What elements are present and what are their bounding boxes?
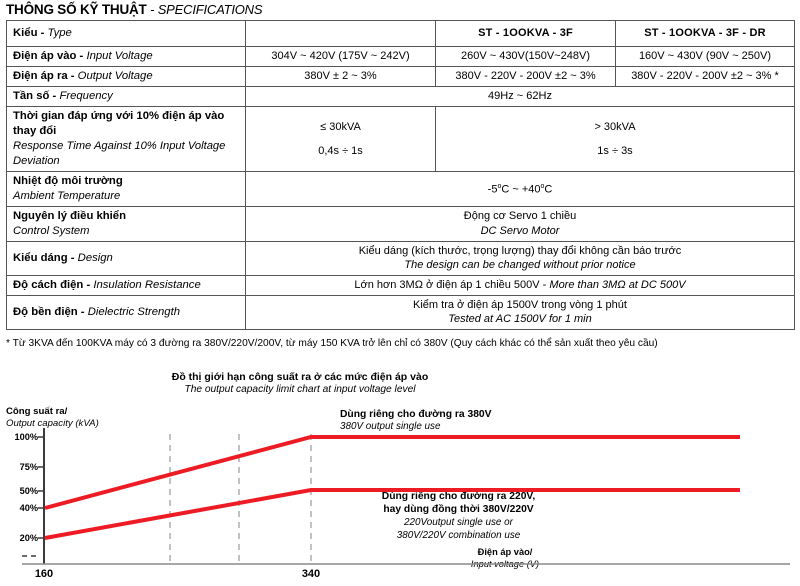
row-label-sep: - (49, 89, 60, 102)
y-tick-label-20: 20% (19, 533, 38, 543)
row-label-sep: - (67, 69, 78, 82)
cell-ambient-temperature-value: -5$^o$C ~ $+40^oC$ (246, 172, 795, 207)
annotation-380v-en: 380V output single use (340, 421, 441, 433)
row-label-sep: - (83, 278, 94, 291)
response-time-left-top: ≤ 30kVA (320, 121, 361, 134)
table-row-dielectric-strength (7, 295, 795, 329)
cell-label-input-voltage (7, 47, 246, 67)
cell-label-response-time (7, 106, 246, 172)
control-system-en: DC Servo Motor (480, 224, 560, 237)
row-label-vi: Điện áp ra (13, 69, 68, 82)
y-axis-title-en: Output capacity (kVA) (6, 418, 99, 430)
page-title-vi: THÔNG SỐ KỸ THUẬT (6, 2, 147, 17)
cell-output-voltage-a: 380V ± 2 ~ 3% (246, 66, 436, 86)
cell-output-voltage-c: 380V - 220V - 200V ±2 ~ 3% * (616, 66, 795, 86)
y-tick-label-75: 75% (19, 462, 38, 472)
row-label-vi: Thời gian đáp ứng với 10% điện áp vào thay đổi (13, 109, 225, 137)
y-tick-label-40: 40% (19, 503, 38, 513)
row-label-en: Dielectric Strength (87, 305, 180, 318)
cell-label-frequency (7, 86, 246, 106)
row-label-en: Control System (13, 225, 90, 238)
cell-response-time-right (436, 106, 795, 172)
row-label-sep: - (77, 305, 88, 318)
table-row-input-voltage (7, 47, 795, 67)
response-time-right-top: > 30kVA (594, 121, 636, 134)
cell-header-col-c: ST - 1OOKVA - 3F - DR (616, 21, 795, 47)
y-tick-label-50: 50% (19, 486, 38, 496)
page-title-en: - SPECIFICATIONS (150, 2, 263, 17)
response-time-left-bottom: 0,4s ÷ 1s (318, 144, 363, 157)
row-label-en: Ambient Temperature (13, 190, 121, 203)
cell-label-design (7, 241, 246, 275)
table-row-design (7, 241, 795, 275)
control-system-vi: Động cơ Servo 1 chiều (463, 210, 577, 223)
row-label-vi: Nguyên lý điều khiển (13, 210, 126, 223)
cell-design-value (246, 241, 795, 275)
table-row-output-voltage (7, 66, 795, 86)
row-label-vi: Độ bền điện (13, 305, 78, 318)
row-label-vi: Kiểu dáng (13, 251, 68, 264)
series-line-380v (45, 437, 740, 508)
cell-dielectric-strength-value (246, 295, 795, 329)
table-row-ambient-temperature (7, 172, 795, 207)
row-label-en: Insulation Resistance (93, 278, 201, 291)
x-tick-label-160: 160 (34, 568, 54, 580)
cell-input-voltage-b: 260V ~ 430V(150V~248V) (436, 47, 616, 67)
table-row-response-time (7, 106, 795, 172)
response-time-right-bottom: 1s ÷ 3s (597, 144, 633, 157)
row-label-en: Frequency (59, 89, 113, 102)
cell-label-control-system (7, 207, 246, 242)
row-label-en: Response Time Against 10% Input Voltage Deviation (13, 140, 226, 168)
x-axis-title-vi: Điện áp vào/ (477, 547, 533, 557)
cell-label-type (7, 21, 246, 47)
row-label-vi: Điện áp vào (13, 50, 77, 62)
header-label-en: Type (47, 27, 72, 40)
cell-input-voltage-a: 304V ~ 420V (175V ~ 242V) (246, 47, 436, 67)
y-axis-title-vi: Công suất ra/ (6, 406, 68, 417)
annotation-220v-en-1: 220Voutput single use or (404, 516, 513, 528)
table-row-frequency (7, 86, 795, 106)
insulation-en: More than 3MΩ at DC 500V (549, 279, 686, 292)
header-label-vi: Kiểu - (13, 27, 48, 40)
specifications-table (6, 20, 795, 330)
insulation-vi: Lớn hơn 3MΩ ở điện áp 1 chiều 500V - (354, 279, 550, 292)
cell-label-dielectric-strength (7, 295, 246, 329)
x-tick-label-340: 340 (301, 568, 321, 580)
cell-header-col-b: ST - 1OOKVA - 3F (436, 21, 616, 47)
annotation-220v-vi-2: hay dùng đồng thời 380V/220V (383, 504, 534, 516)
row-label-en: Output Voltage (77, 69, 153, 82)
cell-control-system-value (246, 207, 795, 242)
chart-subtitle-en: The output capacity limit chart at input voltage level (184, 384, 416, 396)
row-label-sep: - (67, 251, 78, 264)
design-vi: Kiểu dáng (kích thước, trọng lượng) thay đổi không cần báo trước (358, 244, 682, 257)
cell-label-output-voltage (7, 66, 246, 86)
table-row-control-system (7, 207, 795, 242)
x-axis-title-en: Input voltage (V) (470, 558, 540, 569)
design-en: The design can be changed without prior notice (404, 259, 636, 272)
y-tick-label-100: 100% (14, 432, 38, 442)
annotation-220v-en-2: 380V/220V combination use (396, 529, 521, 541)
row-label-en: Input Voltage (86, 50, 153, 62)
row-label-vi: Tần số (13, 89, 50, 102)
annotation-380v-vi: Dùng riêng cho đường ra 380V (340, 409, 492, 420)
chart-canvas (0, 366, 800, 586)
cell-header-col-a (246, 21, 436, 47)
chart-title-vi: Đồ thị giới hạn công suất ra ở các mức điện áp vào (171, 371, 429, 383)
cell-insulation-resistance-value (246, 275, 795, 295)
row-label-vi: Độ cách điện (13, 278, 84, 291)
cell-response-time-left (246, 106, 436, 172)
table-row-header (7, 21, 795, 47)
dielectric-en: Tested at AC 1500V for 1 min (448, 313, 592, 326)
row-label-vi: Nhiệt độ môi trường (13, 175, 123, 188)
page-title (6, 2, 262, 17)
row-label-sep: - (76, 50, 87, 62)
row-label-en: Design (77, 251, 113, 264)
cell-input-voltage-c: 160V ~ 430V (90V ~ 250V) (616, 47, 795, 67)
annotation-220v-vi-1: Dùng riêng cho đường ra 220V, (381, 491, 536, 502)
cell-output-voltage-b: 380V - 220V - 200V ±2 ~ 3% (436, 66, 616, 86)
dielectric-vi: Kiểm tra ở điện áp 1500V trong vòng 1 phút (413, 298, 627, 311)
table-row-insulation-resistance (7, 275, 795, 295)
cell-label-insulation-resistance (7, 275, 246, 295)
output-capacity-chart (0, 366, 800, 586)
cell-frequency-value: 49Hz ~ 62Hz (246, 86, 795, 106)
series-line-220v (45, 490, 740, 538)
cell-label-ambient-temperature (7, 172, 246, 207)
footnote: * Từ 3KVA đến 100KVA máy có 3 đường ra 380V/220V/200V, từ máy 150 KVA trở lên chỉ có 380V (Quy cách khác có thể sản xuất theo yêu cầu) (6, 338, 658, 349)
